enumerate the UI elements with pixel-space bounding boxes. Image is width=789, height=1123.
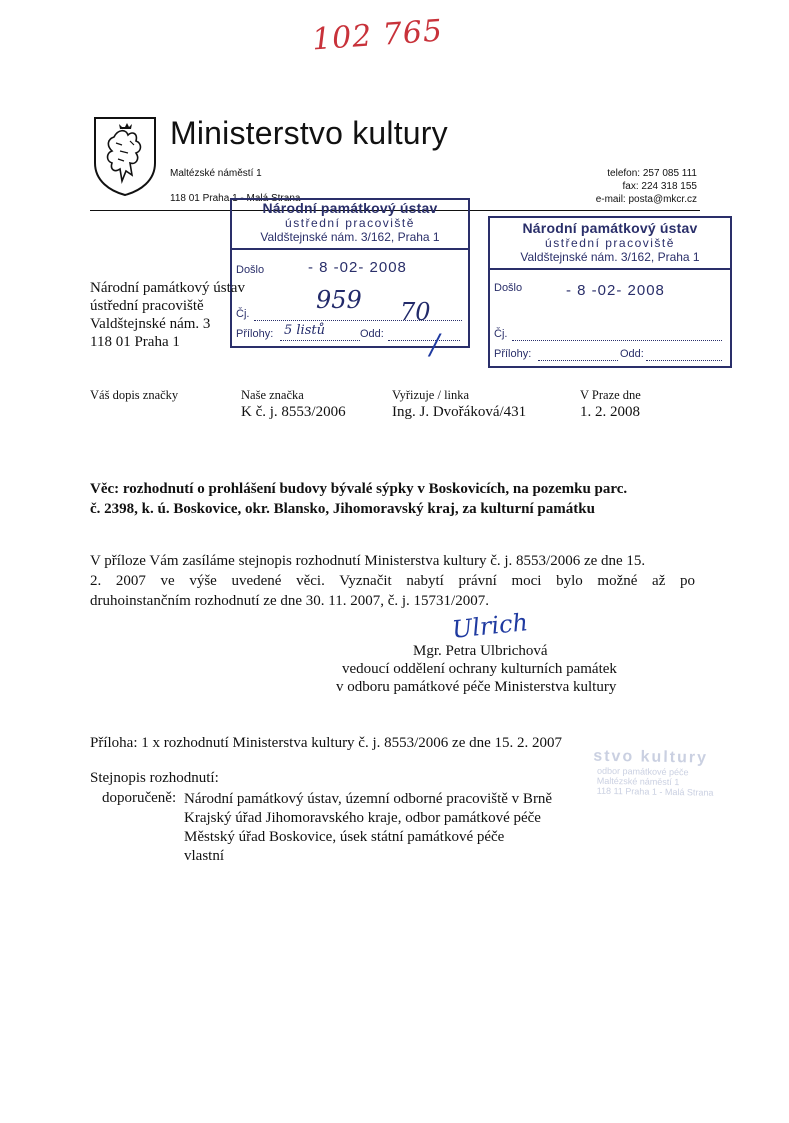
body-line: druhoinstančním rozhodnutí ze dne 30. 11. 2007, č. j. 15731/2007. [90,593,489,609]
distribution-item: vlastní [184,848,224,864]
stamp-odd-value: 70 [400,298,431,326]
recipient-line: Národní památkový ústav [90,280,245,296]
recipient-address [90,279,245,351]
stamp-subtitle: ústřední pracoviště [285,216,415,230]
distribution-title: Stejnopis rozhodnutí: [90,770,219,786]
stamp-cj-value: 959 [316,286,362,314]
distribution-item: Městský úřad Boskovice, úsek státní památkové péče [184,829,505,845]
stamp-received-label: Došlo [494,282,523,294]
stamp-odd-line [388,340,460,341]
stamp-odd-label: Odd: [360,328,384,340]
stamp-institution-name: Národní památkový ústav [262,200,438,216]
stamp-received-label: Došlo [236,264,265,276]
body-paragraph [90,551,695,611]
attachment-line: Příloha: 1 x rozhodnutí Ministerstva kultury č. j. 8553/2006 ze dne 15. 2. 2007 [90,735,563,751]
your-letter-label: Váš dopis značky [90,388,179,402]
stamp-cj-line [512,340,722,341]
date-value: 1. 2. 2008 [580,404,640,420]
body-line: 2. 2007 ve výše uvedené věci. Vyznačit nabytí právní moci bylo možné až po [90,573,695,589]
distribution-list [184,790,552,866]
stamp-address: Valdštejnské nám. 3/162, Praha 1 [260,230,440,244]
handwritten-number: 102 765 [310,13,445,58]
stamp-prilohy-label: Přílohy: [494,348,532,360]
stamp-cj-label: Čj. [236,308,250,320]
stamp-cj-line [254,320,462,321]
stamp-prilohy-line [280,340,360,341]
handler-label: Vyřizuje / linka [392,388,470,402]
subject-line: Věc: rozhodnutí o prohlášení budovy bývalé sýpky v Boskovicích, na pozemku parc. [90,481,628,497]
distribution-item: Krajský úřad Jihomoravského kraje, odbor památkové péče [184,810,541,826]
signatory-role1: vedoucí oddělení ochrany kulturních památek [342,661,617,677]
recipient-line: Valdštejnské nám. 3 [90,316,211,332]
subject-line: č. 2398, k. ú. Boskovice, okr. Blansko, Jihomoravský kraj, za kulturní památku [90,501,595,517]
ministry-email: e-mail: posta@mkcr.cz [595,194,697,205]
stamp-prilohy-line [538,360,618,361]
our-ref-value: K č. j. 8553/2006 [241,404,346,420]
stamp-odd-label: Odd: [620,348,644,360]
ministry-address-line1: Maltézské náměstí 1 [170,168,262,179]
recipient-line: ústřední pracoviště [90,298,204,314]
stamp-received-date: - 8 -02- 2008 [308,259,407,276]
ghost-stamp-title: stvo kultury [593,747,709,767]
handler-value: Ing. J. Dvořáková/431 [392,404,527,420]
stamp-address: Valdštejnské nám. 3/162, Praha 1 [520,250,700,264]
ministry-address-line2: 118 01 Praha 1 - Malá Strana [170,193,301,204]
ghost-stamp-line: odbor památkové péče [596,765,689,778]
stamp-subtitle: ústřední pracoviště [545,236,675,250]
stamp-odd-line [646,360,722,361]
coat-of-arms-icon [92,115,158,197]
our-ref-label: Naše značka [241,388,304,402]
stamp-institution-name: Národní památkový ústav [522,220,698,236]
stamp-separator [490,268,730,270]
received-stamp-right [488,216,732,368]
distribution-item: Národní památkový ústav, územní odborné pracoviště v Brně [184,791,553,807]
ministry-fax: fax: 224 318 155 [622,181,697,192]
signatory-name: Mgr. Petra Ulbrichová [413,643,548,659]
stamp-mark: / [430,328,440,361]
ghost-stamp-line: Maltézské náměstí 1 [596,775,680,788]
body-line: V příloze Vám zasíláme stejnopis rozhodnutí Ministerstva kultury č. j. 8553/2006 ze dne 15. [90,553,646,569]
recipient-line: 118 01 Praha 1 [90,334,180,350]
stamp-received-date: - 8 -02- 2008 [566,282,665,299]
stamp-separator [232,248,468,250]
ghost-stamp-line: 118 11 Praha 1 - Malá Strana [596,785,714,798]
stamp-prilohy-value: 5 listů [284,323,325,338]
signature-handwritten: Ulrich [450,608,530,644]
signatory-role2: v odboru památkové péče Ministerstva kultury [336,679,617,695]
stamp-cj-label: Čj. [494,328,508,340]
stamp-prilohy-label: Přílohy: [236,328,274,340]
subject [90,479,695,519]
ministry-name: Ministerstvo kultury [170,115,448,151]
date-label: V Praze dne [580,388,641,402]
ministry-phone: telefon: 257 085 111 [607,168,697,179]
received-stamp-left [230,198,470,361]
distribution-label: doporučeně: [102,790,177,806]
